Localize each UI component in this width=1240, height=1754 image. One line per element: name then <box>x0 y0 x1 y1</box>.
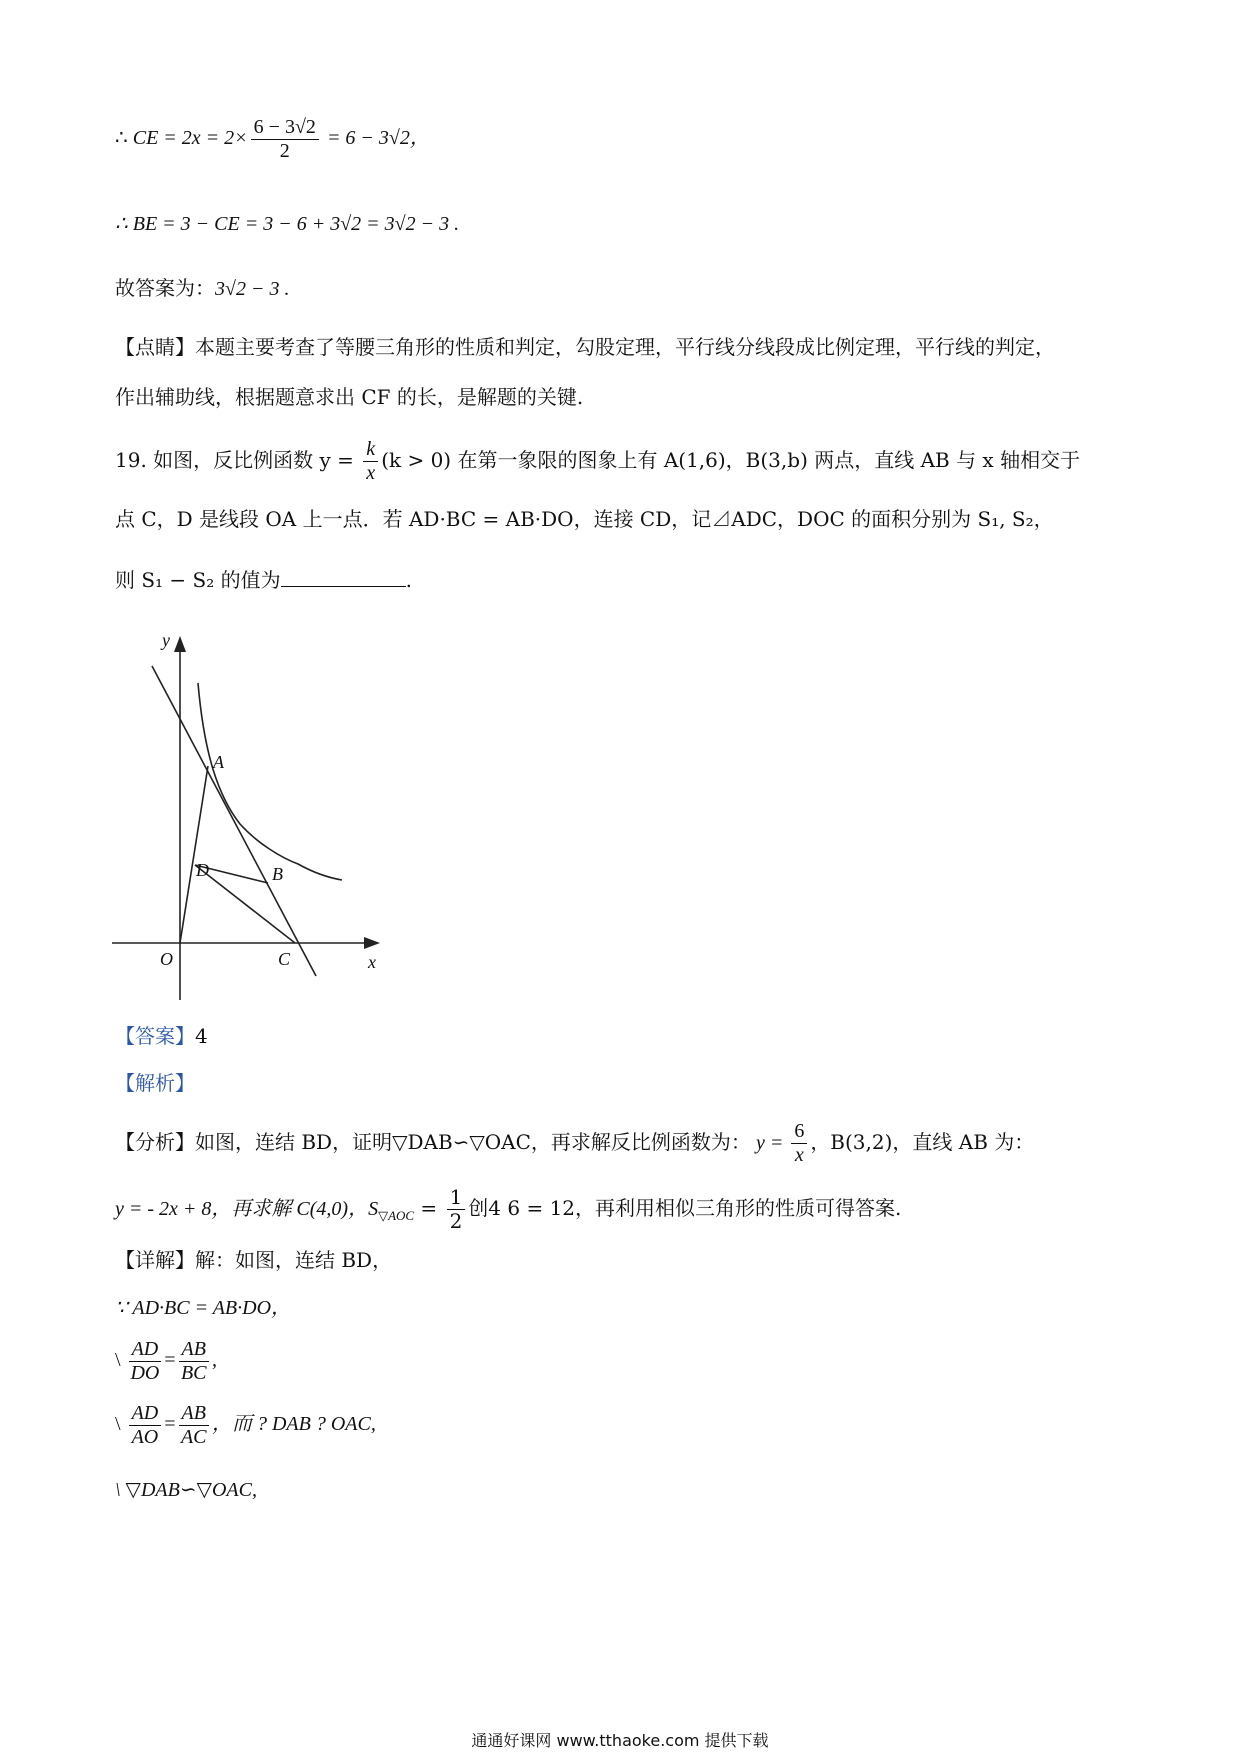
function-graph <box>110 628 390 1008</box>
fraction-ad-do <box>129 1338 162 1385</box>
fenxi-y-eq: y = <box>750 1132 789 1154</box>
q19-period: . <box>405 568 412 592</box>
label-o: O <box>160 949 173 969</box>
line-ab <box>152 666 316 976</box>
fenxi-line1 <box>115 1120 1034 1167</box>
ratio-1-tail: , <box>211 1349 217 1372</box>
half-num: 1 <box>447 1186 466 1210</box>
fenxi-fraction <box>791 1120 807 1167</box>
fraction-denominator: 2 <box>279 140 290 162</box>
q19-frac-num: k <box>363 438 378 462</box>
answer-tag: 【答案】 <box>115 1024 195 1048</box>
xiangjie-text: 解：如图，连结 BD， <box>195 1248 393 1272</box>
label-d: D <box>196 860 209 880</box>
step-symbol-2: \ <box>115 1413 121 1436</box>
frac-ad: AD <box>129 1338 162 1362</box>
q19-text-a: 19. 如图，反比例函数 y = <box>115 448 361 472</box>
fenxi-eq: = <box>414 1196 444 1220</box>
answer-line <box>115 1024 208 1048</box>
fenxi-tag: 【分析】 <box>115 1130 195 1154</box>
question-19-line3 <box>115 568 412 592</box>
xiangjie-line <box>115 1248 392 1272</box>
fenxi-text-b: ，B(3,2)，直线 AB 为： <box>810 1130 1035 1154</box>
fraction <box>251 116 319 163</box>
question-19-line2: 点 C，D 是线段 OA 上一点．若 AD·BC = AB·DO，连接 CD，记⊿ADC，DOC 的面积分别为 S₁, S₂， <box>115 507 1054 531</box>
frac-ab: AB <box>179 1338 209 1362</box>
label-c: C <box>278 949 291 969</box>
answer-label: 故答案为： <box>115 276 215 300</box>
x-axis-arrow <box>364 937 380 949</box>
label-a: A <box>213 752 224 772</box>
q19-fraction <box>363 438 378 485</box>
answer-value: 3√2 − 3 . <box>215 278 290 300</box>
fraction-ab-bc <box>179 1338 209 1385</box>
therefore-symbol: ∴ <box>115 127 133 150</box>
fenxi-text-d: 创4 6 = 12，再利用相似三角形的性质可得答案. <box>468 1196 902 1220</box>
question-19-line1 <box>115 438 1080 485</box>
label-y: y <box>162 630 170 650</box>
fenxi-frac-den: x <box>794 1144 804 1166</box>
fraction-numerator: 6 − 3√2 <box>251 116 319 140</box>
equation-be: ∴ BE = 3 − CE = 3 − 6 + 3√2 = 3√2 − 3 . <box>115 213 460 235</box>
fenxi-frac-num: 6 <box>791 1120 807 1144</box>
frac-ao: AO <box>131 1426 159 1448</box>
similar-line: \ ▽DAB∽▽OAC, <box>115 1479 257 1501</box>
because-line: ∵ AD·BC = AB·DO， <box>115 1297 292 1319</box>
frac-ac: AC <box>180 1426 207 1448</box>
ce-expr-left: = 2x = 2× <box>158 127 248 150</box>
equation-ce <box>115 116 430 163</box>
half-fraction <box>447 1186 466 1233</box>
segment-oa <box>180 766 208 943</box>
fenxi-text-c: y = - 2x + 8，再求解 C(4,0)，S <box>115 1198 379 1220</box>
answer-blank <box>281 568 406 587</box>
fenxi-subscript: ▽AOC <box>378 1208 415 1223</box>
dianjing-line2: 作出辅助线，根据题意求出 CF 的长，是解题的关键. <box>115 385 584 409</box>
fenxi-text-a: 如图，连结 BD，证明▽DAB∽▽OAC，再求解反比例函数为： <box>195 1130 751 1154</box>
footer-watermark: 通通好课网 www.tthaoke.com 提供下载 <box>471 1731 769 1750</box>
ratio-2-tail: ，而 ? DAB ? OAC, <box>211 1413 376 1436</box>
fraction-ad-ao <box>129 1402 162 1449</box>
step-symbol-1: \ <box>115 1349 121 1372</box>
answer-number: 4 <box>195 1024 208 1048</box>
frac-do: DO <box>130 1362 160 1384</box>
q19-frac-den: x <box>366 462 376 484</box>
dianjing-line1 <box>115 335 1055 359</box>
jiexi-tag: 【解析】 <box>115 1071 195 1095</box>
ce-expr-right: = 6 − 3√2， <box>321 127 430 150</box>
frac-bc: BC <box>180 1362 207 1384</box>
ratio-line-1: \ $\frac{AD}{DO}$ = $\frac{AB}{BC}$ , <box>115 1338 217 1384</box>
y-axis-arrow <box>174 636 186 652</box>
label-x: x <box>368 952 376 972</box>
ratio-line-2: \ $\frac{AD}{AO}$ = $\frac{AB}{AC}$ ，而 ? DAB ? OAC, <box>115 1402 376 1448</box>
frac-ab-2: AB <box>179 1402 209 1426</box>
hyperbola-curve <box>198 683 342 880</box>
dianjing-tag: 【点睛】 <box>115 335 195 359</box>
label-b: B <box>272 864 283 884</box>
dianjing-text-1: 本题主要考查了等腰三角形的性质和判定，勾股定理，平行线分线段成比例定理，平行线的判定， <box>195 335 1055 359</box>
xiangjie-tag: 【详解】 <box>115 1248 195 1272</box>
frac-ad-2: AD <box>129 1402 162 1426</box>
fraction-ab-ac <box>179 1402 209 1449</box>
q19-text-c: 则 S₁ − S₂ 的值为 <box>115 568 281 592</box>
fenxi-line2 <box>115 1186 901 1233</box>
half-den: 2 <box>449 1209 463 1233</box>
ce-label: CE <box>132 127 159 150</box>
previous-answer <box>115 276 289 301</box>
q19-text-b: (k > 0) 在第一象限的图象上有 A(1,6)，B(3,b) 两点，直线 AB 与 x 轴相交于 <box>381 448 1081 472</box>
